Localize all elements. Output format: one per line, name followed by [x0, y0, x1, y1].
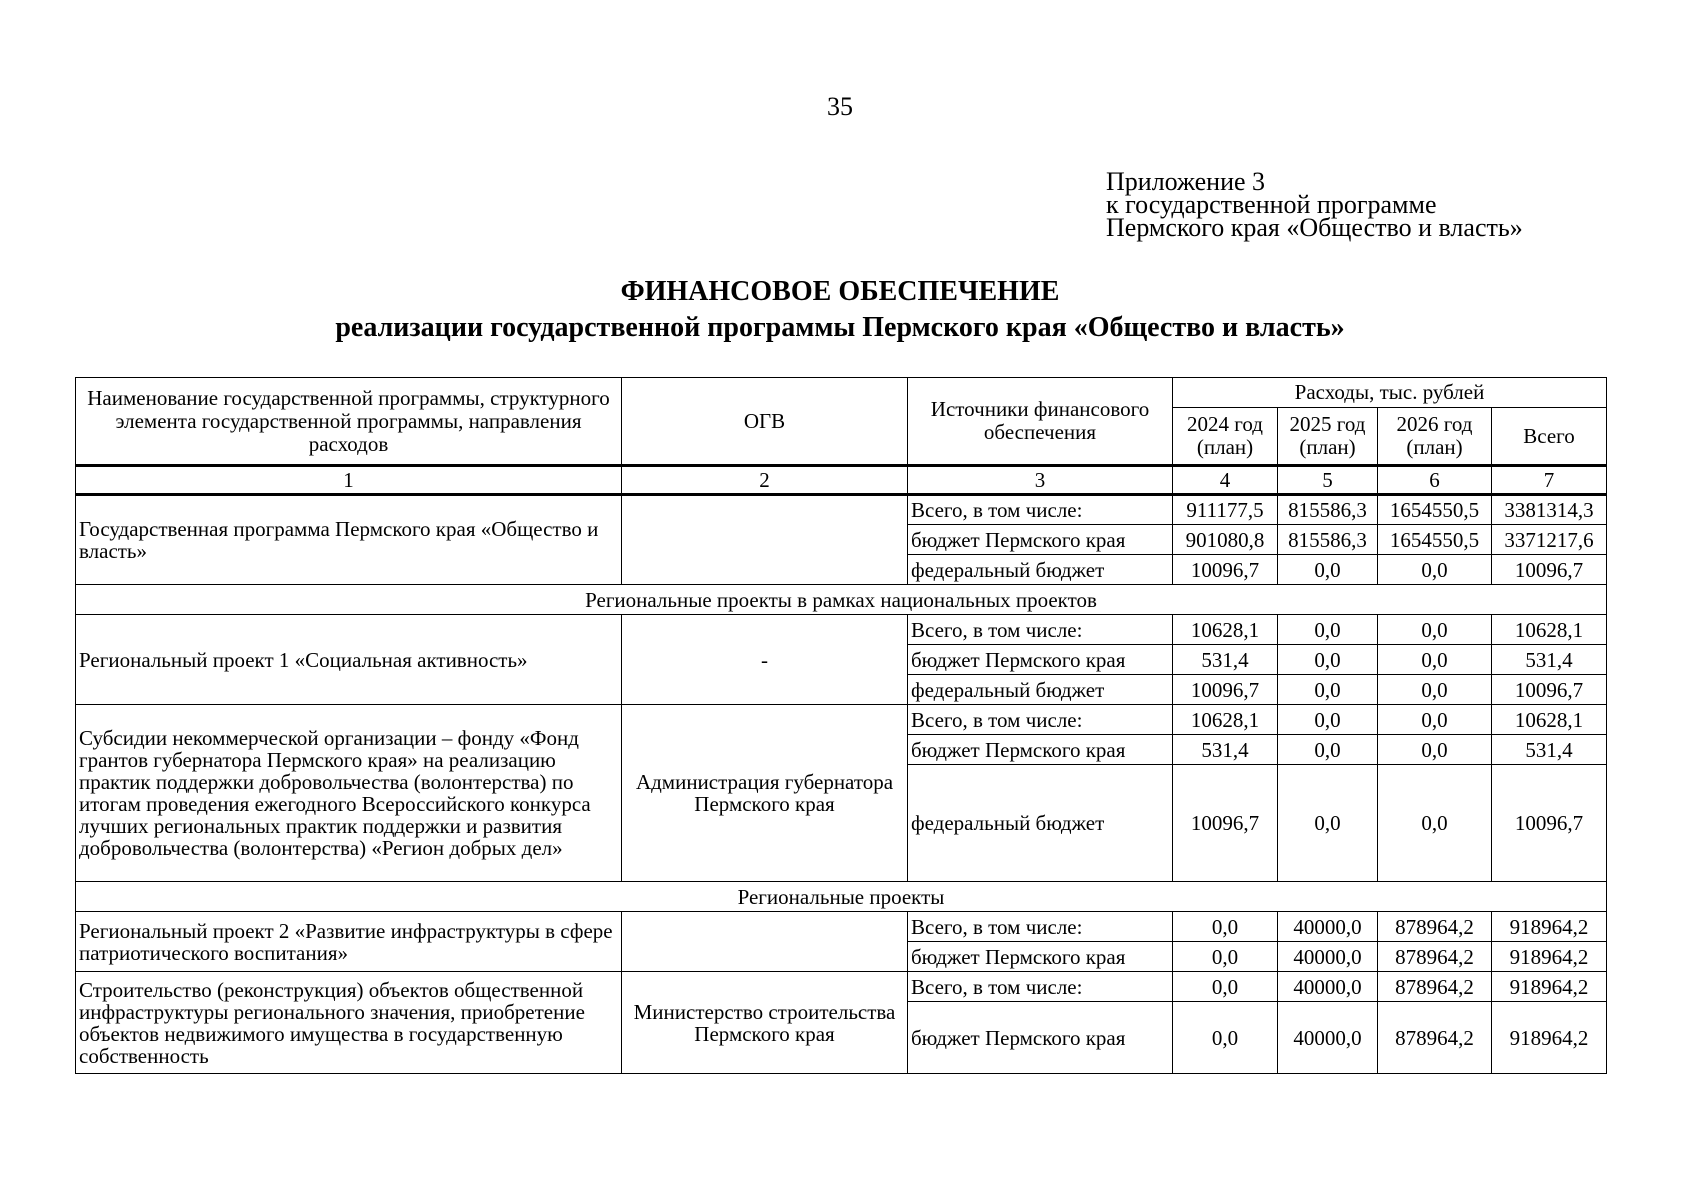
value-2026: 878964,2	[1378, 1002, 1492, 1074]
program-ogv	[622, 495, 908, 585]
value-2024: 10628,1	[1173, 615, 1278, 645]
appendix-line: к государственной программе	[1106, 190, 1437, 219]
project2-ogv	[622, 912, 908, 972]
source-label: федеральный бюджет	[908, 675, 1173, 705]
value-2024: 10096,7	[1173, 765, 1278, 882]
value-2026: 0,0	[1378, 705, 1492, 735]
value-2024: 901080,8	[1173, 525, 1278, 555]
value-total: 918964,2	[1492, 912, 1607, 942]
value-2025: 40000,0	[1278, 972, 1378, 1002]
table-row	[76, 705, 1607, 735]
value-2026: 0,0	[1378, 645, 1492, 675]
value-2026: 0,0	[1378, 615, 1492, 645]
construction-ogv: Министерство строительства Пермского края	[622, 972, 908, 1074]
header-sources: Источники финансового обеспечения	[908, 378, 1173, 466]
value-2024: 0,0	[1173, 942, 1278, 972]
program-name: Государственная программа Пермского края «Общество и власть»	[76, 495, 622, 585]
header-name: Наименование государственной программы, структурного элемента государственной программы, направления расходов	[76, 378, 622, 466]
source-label: бюджет Пермского края	[908, 645, 1173, 675]
page-number: 35	[827, 92, 853, 121]
source-label: федеральный бюджет	[908, 555, 1173, 585]
column-number: 3	[908, 466, 1173, 495]
value-total: 10628,1	[1492, 705, 1607, 735]
value-2024: 531,4	[1173, 735, 1278, 765]
header-ogv: ОГВ	[622, 378, 908, 466]
appendix-note	[1106, 167, 1523, 242]
value-2026: 878964,2	[1378, 972, 1492, 1002]
value-2024: 0,0	[1173, 912, 1278, 942]
value-2025: 0,0	[1278, 645, 1378, 675]
value-2024: 531,4	[1173, 645, 1278, 675]
source-label: бюджет Пермского края	[908, 1002, 1173, 1074]
value-total: 10096,7	[1492, 675, 1607, 705]
value-2025: 40000,0	[1278, 942, 1378, 972]
source-label: Всего, в том числе:	[908, 705, 1173, 735]
project1-name: Региональный проект 1 «Социальная активность»	[76, 615, 622, 705]
column-number: 2	[622, 466, 908, 495]
table-row	[76, 615, 1607, 645]
value-total: 10628,1	[1492, 615, 1607, 645]
table-header-row	[76, 378, 1607, 408]
column-number: 4	[1173, 466, 1278, 495]
source-label: бюджет Пермского края	[908, 525, 1173, 555]
value-2026: 1654550,5	[1378, 495, 1492, 525]
value-2026: 0,0	[1378, 675, 1492, 705]
value-total: 531,4	[1492, 645, 1607, 675]
source-label: Всего, в том числе:	[908, 495, 1173, 525]
value-2025: 0,0	[1278, 705, 1378, 735]
source-label: бюджет Пермского края	[908, 735, 1173, 765]
column-number: 7	[1492, 466, 1607, 495]
value-2026: 0,0	[1378, 735, 1492, 765]
appendix-line: Пермского края «Общество и власть»	[1106, 213, 1523, 242]
table-row	[76, 495, 1607, 525]
section-title: Региональные проекты	[76, 882, 1607, 912]
value-2025: 0,0	[1278, 555, 1378, 585]
value-2024: 911177,5	[1173, 495, 1278, 525]
project2-name: Региональный проект 2 «Развитие инфраструктуры в сфере патриотического воспитания»	[76, 912, 622, 972]
value-total: 918964,2	[1492, 972, 1607, 1002]
value-2025: 0,0	[1278, 675, 1378, 705]
header-total: Всего	[1492, 408, 1607, 466]
value-2025: 0,0	[1278, 615, 1378, 645]
table-row	[76, 912, 1607, 942]
document-title: ФИНАНСОВОЕ ОБЕСПЕЧЕНИЕ	[620, 276, 1060, 307]
value-2025: 40000,0	[1278, 1002, 1378, 1074]
section-row	[76, 585, 1607, 615]
value-total: 531,4	[1492, 735, 1607, 765]
table-row	[76, 972, 1607, 1002]
section-title: Региональные проекты в рамках национальных проектов	[76, 585, 1607, 615]
value-2024: 10096,7	[1173, 555, 1278, 585]
value-2024: 0,0	[1173, 1002, 1278, 1074]
appendix-line: Приложение 3	[1106, 167, 1266, 196]
value-total: 10096,7	[1492, 555, 1607, 585]
value-2025: 0,0	[1278, 765, 1378, 882]
document-subtitle: реализации государственной программы Пермского края «Общество и власть»	[335, 312, 1345, 343]
value-2026: 0,0	[1378, 765, 1492, 882]
header-year-2025: 2025 год (план)	[1278, 408, 1378, 466]
source-label: Всего, в том числе:	[908, 615, 1173, 645]
construction-name: Строительство (реконструкция) объектов общественной инфраструктуры регионального значения, приобретение объектов недвижимого имущества в государственную собственность	[76, 972, 622, 1074]
value-2026: 1654550,5	[1378, 525, 1492, 555]
value-total: 918964,2	[1492, 1002, 1607, 1074]
value-2026: 878964,2	[1378, 912, 1492, 942]
value-2026: 878964,2	[1378, 942, 1492, 972]
value-2024: 10628,1	[1173, 705, 1278, 735]
value-total: 10096,7	[1492, 765, 1607, 882]
header-year-2024: 2024 год (план)	[1173, 408, 1278, 466]
column-number: 5	[1278, 466, 1378, 495]
value-total: 3371217,6	[1492, 525, 1607, 555]
section-row	[76, 882, 1607, 912]
header-expenses: Расходы, тыс. рублей	[1173, 378, 1607, 408]
column-number: 1	[76, 466, 622, 495]
column-numbers-row	[76, 466, 1607, 495]
column-number: 6	[1378, 466, 1492, 495]
subsidy-name: Субсидии некоммерческой организации – фонду «Фонд грантов губернатора Пермского края» на реализацию практик поддержки добровольчества (волонтерства) по итогам проведения ежегодного Всероссийского конкурса лучших региональных практик поддержки и развития добровольчества (волонтерства) «Регион добрых дел»	[76, 705, 622, 882]
source-label: Всего, в том числе:	[908, 912, 1173, 942]
value-total: 918964,2	[1492, 942, 1607, 972]
value-2025: 815586,3	[1278, 525, 1378, 555]
value-2025: 815586,3	[1278, 495, 1378, 525]
value-2025: 40000,0	[1278, 912, 1378, 942]
subsidy-ogv: Администрация губернатора Пермского края	[622, 705, 908, 882]
project1-ogv: -	[622, 615, 908, 705]
header-year-2026: 2026 год (план)	[1378, 408, 1492, 466]
source-label: бюджет Пермского края	[908, 942, 1173, 972]
financing-table	[75, 377, 1607, 1074]
value-2024: 0,0	[1173, 972, 1278, 1002]
value-total: 3381314,3	[1492, 495, 1607, 525]
value-2026: 0,0	[1378, 555, 1492, 585]
source-label: федеральный бюджет	[908, 765, 1173, 882]
source-label: Всего, в том числе:	[908, 972, 1173, 1002]
value-2024: 10096,7	[1173, 675, 1278, 705]
value-2025: 0,0	[1278, 735, 1378, 765]
